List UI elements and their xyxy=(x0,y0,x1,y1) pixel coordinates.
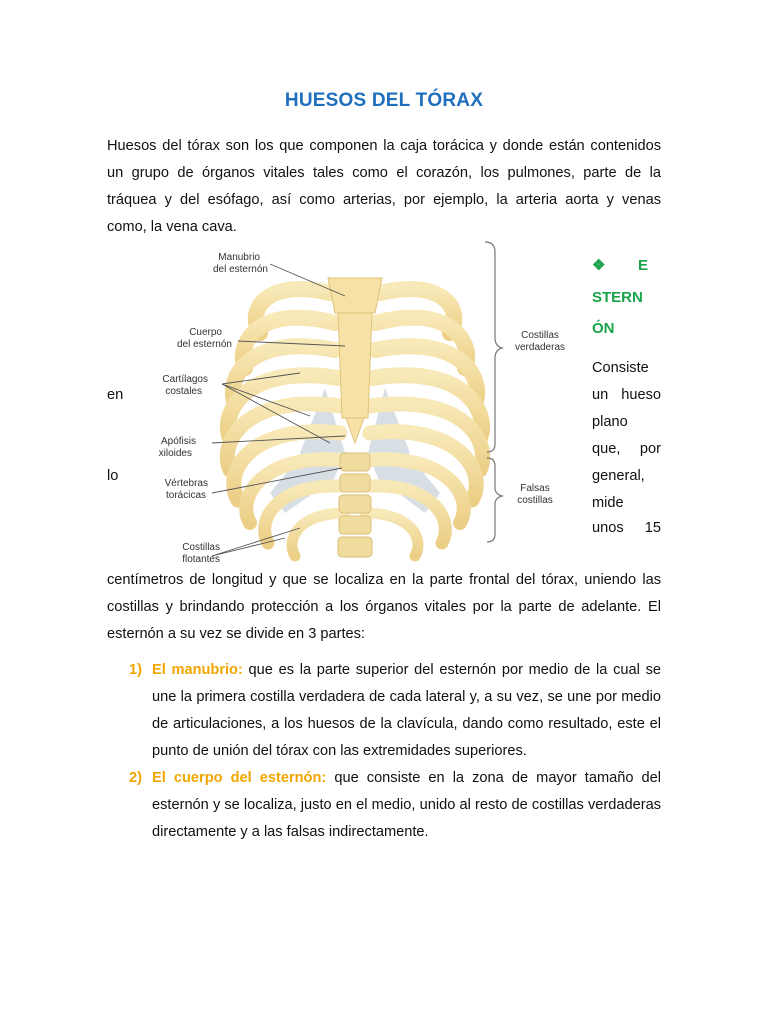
label-vertebras: Vértebras torácicas xyxy=(164,478,208,501)
label-cartilagos: Cartílagos costales xyxy=(162,374,208,397)
list-term: El manubrio: xyxy=(152,662,243,678)
side-text-line: general, xyxy=(592,468,645,484)
intro-line: tráquea y del esófago, así como arterias, por ejemplo, la arteria aorta y venas xyxy=(107,192,661,208)
side-text-line: Consiste xyxy=(592,360,649,376)
page-title: HUESOS DEL TÓRAX xyxy=(284,90,484,111)
list-body xyxy=(152,657,661,765)
label-apofisis: Apófisis xiloides xyxy=(158,436,196,459)
continuation-line: esternón a su vez se divide en 3 partes: xyxy=(107,626,365,642)
intro-line: un grupo de órganos vitales tales como el corazón, los pulmones, parte de la xyxy=(107,165,661,181)
side-text-line: unos 15 xyxy=(592,520,661,536)
thoracic-vertebrae xyxy=(338,453,372,557)
label-flotantes: Costillas flotantes xyxy=(182,542,220,565)
continuation-paragraph xyxy=(107,567,661,648)
label-falsas: Falsas costillas xyxy=(517,483,553,506)
side-heading-line2: STERN xyxy=(592,289,643,306)
side-text-line: un hueso xyxy=(592,387,661,403)
left-float-word: en xyxy=(107,387,124,403)
label-cuerpo: Cuerpo del esternón xyxy=(176,327,232,350)
list-body xyxy=(152,765,661,846)
side-text-line: que, por xyxy=(592,441,661,457)
list-text: que consiste en la zona de mayor tamaño del esternón y se localiza, justo en el medio, unido al resto de costillas verdaderas directamente y a las falsas indirectamente. xyxy=(152,770,662,840)
intro-paragraph xyxy=(107,133,661,241)
intro-line: Huesos del tórax son los que componen la caja torácica y donde están contenidos xyxy=(107,138,661,154)
intro-line: como, la vena cava. xyxy=(107,219,237,235)
continuation-line: centímetros de longitud y que se localiza en la parte frontal del tórax, uniendo las xyxy=(107,572,661,588)
continuation-line: costillas y brindando protección a los órganos vitales por la parte de adelante. El xyxy=(107,599,661,615)
list-number: 1) xyxy=(129,662,142,678)
left-float-word: lo xyxy=(107,468,119,484)
diamond-bullet-icon: ❖ xyxy=(592,257,606,274)
side-heading-line1: ❖ E xyxy=(592,257,649,274)
side-text-line: plano xyxy=(592,414,628,430)
list-term: El cuerpo del esternón: xyxy=(152,770,327,786)
list-text: que es la parte superior del esternón por medio de la cual se une la primera costilla verdadera de cada lateral y, a su vez, se une por medio de articulaciones, a los huesos de la clavícula, dando como resultado, este el punto de unión del tórax con las extremidades superiores. xyxy=(152,662,661,759)
side-text-line: mide xyxy=(592,495,624,511)
label-manubrio: Manubrio del esternón xyxy=(212,252,268,275)
side-heading-line3: ÓN xyxy=(592,320,615,337)
rib-braces xyxy=(485,242,502,542)
sternum xyxy=(328,278,382,443)
label-verdaderas: Costillas verdaderas xyxy=(514,330,566,353)
list-number: 2) xyxy=(129,770,142,786)
rib-cage-illustration xyxy=(150,238,570,573)
